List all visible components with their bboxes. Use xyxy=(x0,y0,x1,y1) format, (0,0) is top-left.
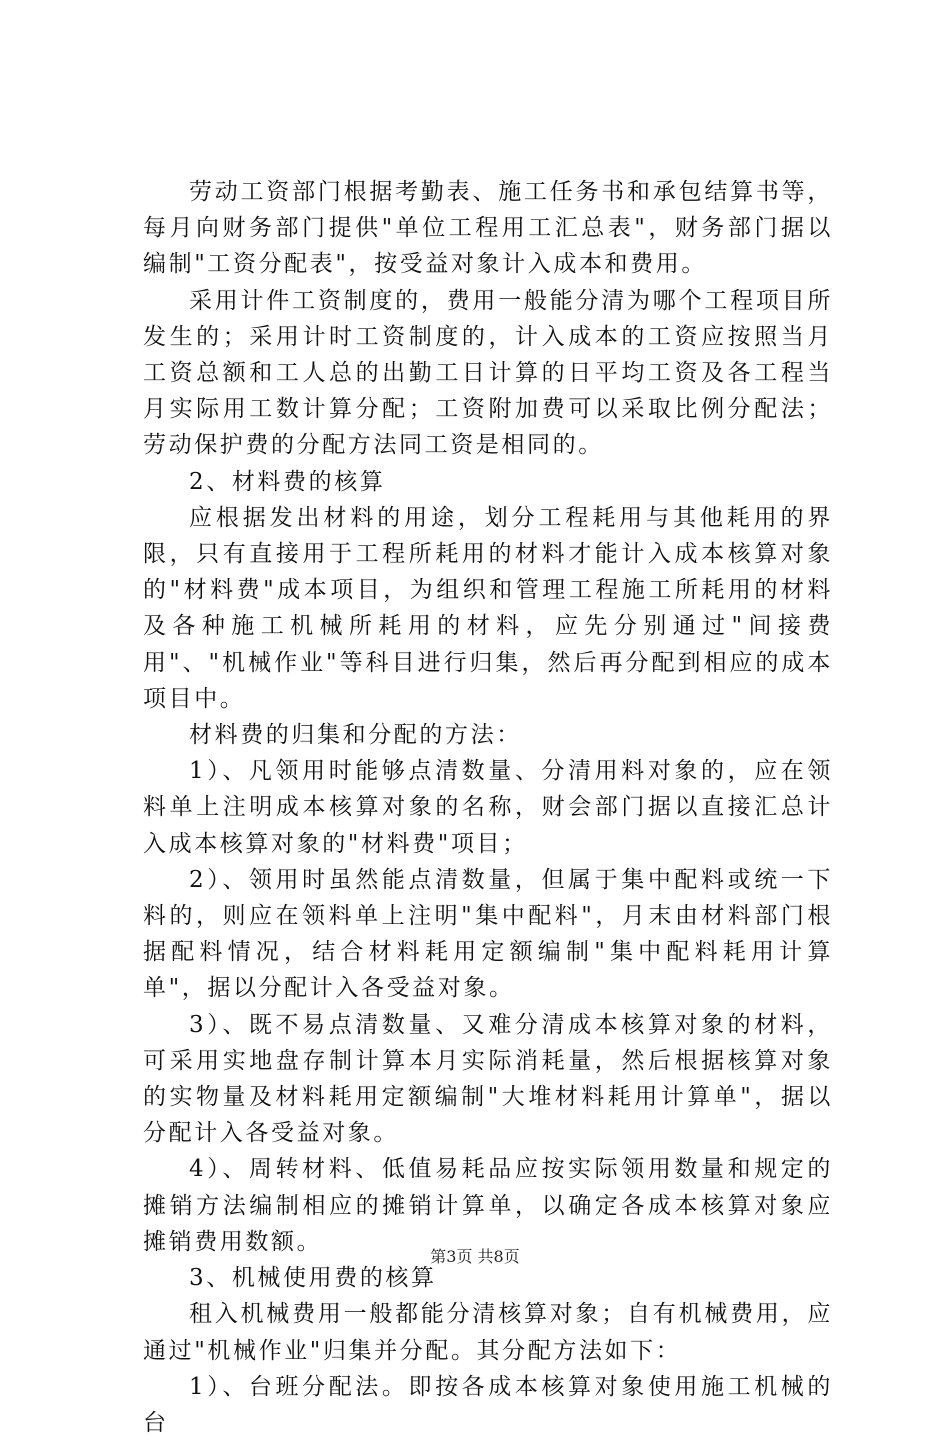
list-item-material-4: 4）、周转材料、低值易耗品应按实际领用数量和规定的摊销方法编制相应的摊销计算单，以确定各成本核算对象应摊销费用数额。 xyxy=(143,1156,833,1255)
section-heading-machinery-cost: 3、机械使用费的核算 xyxy=(189,1265,437,1292)
paragraph-piece-time-wage: 采用计件工资制度的，费用一般能分清为哪个工程项目所发生的；采用计时工资制度的，计入成本的工资应按照当月工资总额和工人总的出勤工日计算的日平均工资及各工程当月实际用工数计算分配；工资附加费可以采取比例分配法；劳动保护费的分配方法同工资是相同的。 xyxy=(143,287,833,459)
paragraph-labor-wage-summary: 劳动工资部门根据考勤表、施工任务书和承包结算书等，每月向财务部门提供"单位工程用工汇总表"，财务部门据以编制"工资分配表"，按受益对象计入成本和费用。 xyxy=(143,179,833,278)
paragraph-material-method-intro: 材料费的归集和分配的方法： xyxy=(189,722,522,749)
list-item-material-2: 2）、领用时虽然能点清数量，但属于集中配料或统一下料的，则应在领料单上注明"集中配料"，月末由材料部门根据配料情况，结合材料耗用定额编制"集中配料耗用计算单"，据以分配计入各受益对象。 xyxy=(143,866,833,1002)
paragraph-material-usage: 应根据发出材料的用途，划分工程耗用与其他耗用的界限，只有直接用于工程所耗用的材料才能计入成本核算对象的"材料费"成本项目，为组织和管理工程施工所耗用的材料及各种施工机械所耗用的材料，应先分别通过"间接费用"、"机械作业"等科目进行归集，然后再分配到相应的成本项目中。 xyxy=(143,504,833,712)
list-item-material-1: 1）、凡领用时能够点清数量、分清用料对象的，应在领料单上注明成本核算对象的名称，财会部门据以直接汇总计入成本核算对象的"材料费"项目； xyxy=(143,758,833,857)
list-item-machinery-1: 1）、台班分配法。即按各成本核算对象使用施工机械的台 xyxy=(143,1373,833,1436)
paragraph-machinery-allocation: 租入机械费用一般都能分清核算对象；自有机械费用，应通过"机械作业"归集并分配。其分配方法如下： xyxy=(143,1301,833,1364)
page-number-footer: 第3页 共8页 xyxy=(430,1247,520,1266)
list-item-material-3: 3）、既不易点清数量、又难分清成本核算对象的材料，可采用实地盘存制计算本月实际消耗量，然后根据核算对象的实物量及材料耗用定额编制"大堆材料耗用计算单"，据以分配计入各受益对象。 xyxy=(143,1011,833,1147)
section-heading-material-cost: 2、材料费的核算 xyxy=(189,468,386,495)
